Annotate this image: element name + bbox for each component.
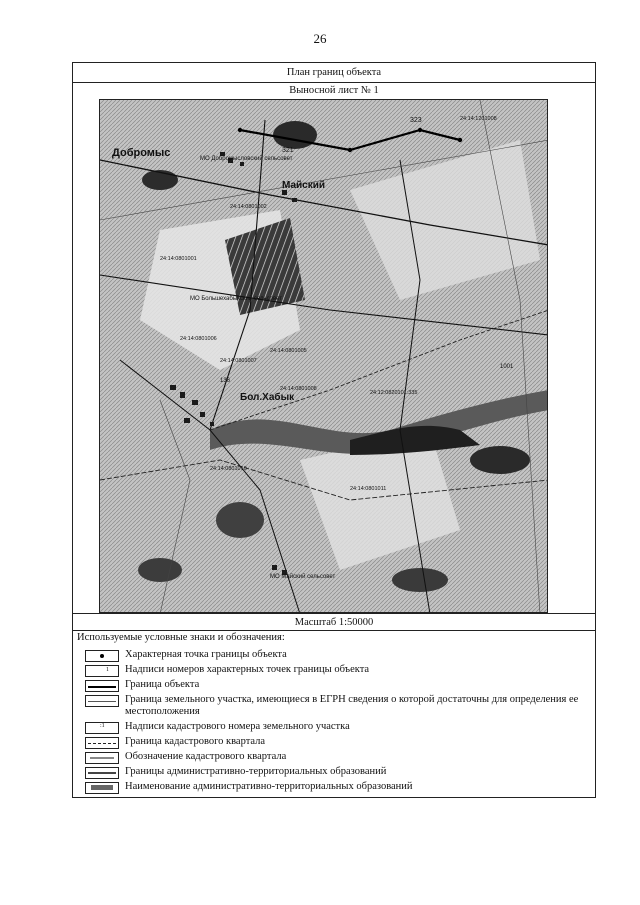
sheet-title: Выносной лист № 1 xyxy=(289,85,379,96)
legend-label: Надписи кадастрового номера земельного участка xyxy=(125,721,350,732)
label-cad-0801008: 24:14:0801008 xyxy=(280,386,317,392)
legend-title: Используемые условные знаки и обозначения: xyxy=(77,632,285,643)
label-cad-0820101-335: 24:12:0820101:335 xyxy=(370,390,418,396)
map-canvas xyxy=(100,100,548,613)
land-plot-boundary-swatch xyxy=(85,695,119,707)
legend-label: Граница земельного участка, имеющиеся в ЕГРН сведения о которой достаточны для определения ее местоположения xyxy=(125,694,579,717)
page-number: 26 xyxy=(313,31,327,46)
label-point-1001: 1001 xyxy=(500,364,514,370)
label-village-dobromys: Добромыс xyxy=(112,147,171,159)
quarter-designation-swatch xyxy=(85,752,119,764)
label-cad-0801001: 24:14:0801001 xyxy=(160,256,197,262)
label-mo-bolshekhabyksky: МО Большехабыкский сельсовет xyxy=(190,296,283,302)
legend-label: Характерная точка границы объекта xyxy=(125,649,287,660)
legend-label: Надписи номеров характерных точек границы объекта xyxy=(125,664,370,675)
admin-boundaries-swatch xyxy=(85,767,119,779)
label-point-321: 321 xyxy=(282,147,294,154)
label-mo-dobromyslovsky: МО Добромысловский сельсовет xyxy=(200,156,293,162)
label-cad-1201008: 24:14:1201008 xyxy=(460,116,497,122)
label-village-bol-khabyk: Бол.Хабык xyxy=(240,392,295,403)
label-cad-0801002: 24:14:0801002 xyxy=(230,204,267,210)
boundary-point-swatch xyxy=(85,650,119,662)
legend-label: Наименование административно-территориальных образований xyxy=(125,781,413,792)
label-mo-maysky: МО Майский сельсовет xyxy=(270,574,336,580)
scale-text: Масштаб 1:50000 xyxy=(73,613,595,631)
legend-label: Границы административно-территориальных образований xyxy=(125,766,387,777)
label-village-maysky: Майский xyxy=(282,180,326,191)
legend-label: Граница кадастрового квартала xyxy=(125,736,266,747)
legend-label: Обозначение кадастрового квартала xyxy=(125,751,287,762)
map-view[interactable] xyxy=(99,99,548,613)
quarter-boundary-swatch xyxy=(85,737,119,749)
label-cad-0801005: 24:14:0801005 xyxy=(270,348,307,354)
plan-title: План границ объекта xyxy=(73,63,595,83)
label-point-136: 136 xyxy=(220,378,231,384)
object-boundary-swatch xyxy=(85,680,119,692)
point-number-swatch: 1 xyxy=(85,665,119,677)
label-cad-0801007: 24:14:0801007 xyxy=(220,358,257,364)
admin-names-swatch xyxy=(85,782,119,794)
cadastral-number-swatch: :1 xyxy=(85,722,119,734)
document-frame xyxy=(72,62,596,798)
label-cad-0801006: 24:14:0801006 xyxy=(180,336,217,342)
label-cad-0801010: 24:14:0801010 xyxy=(210,466,247,472)
label-point-323: 323 xyxy=(410,117,422,124)
label-cad-0801011: 24:14:0801011 xyxy=(350,486,387,492)
legend-label: Граница объекта xyxy=(125,679,200,690)
